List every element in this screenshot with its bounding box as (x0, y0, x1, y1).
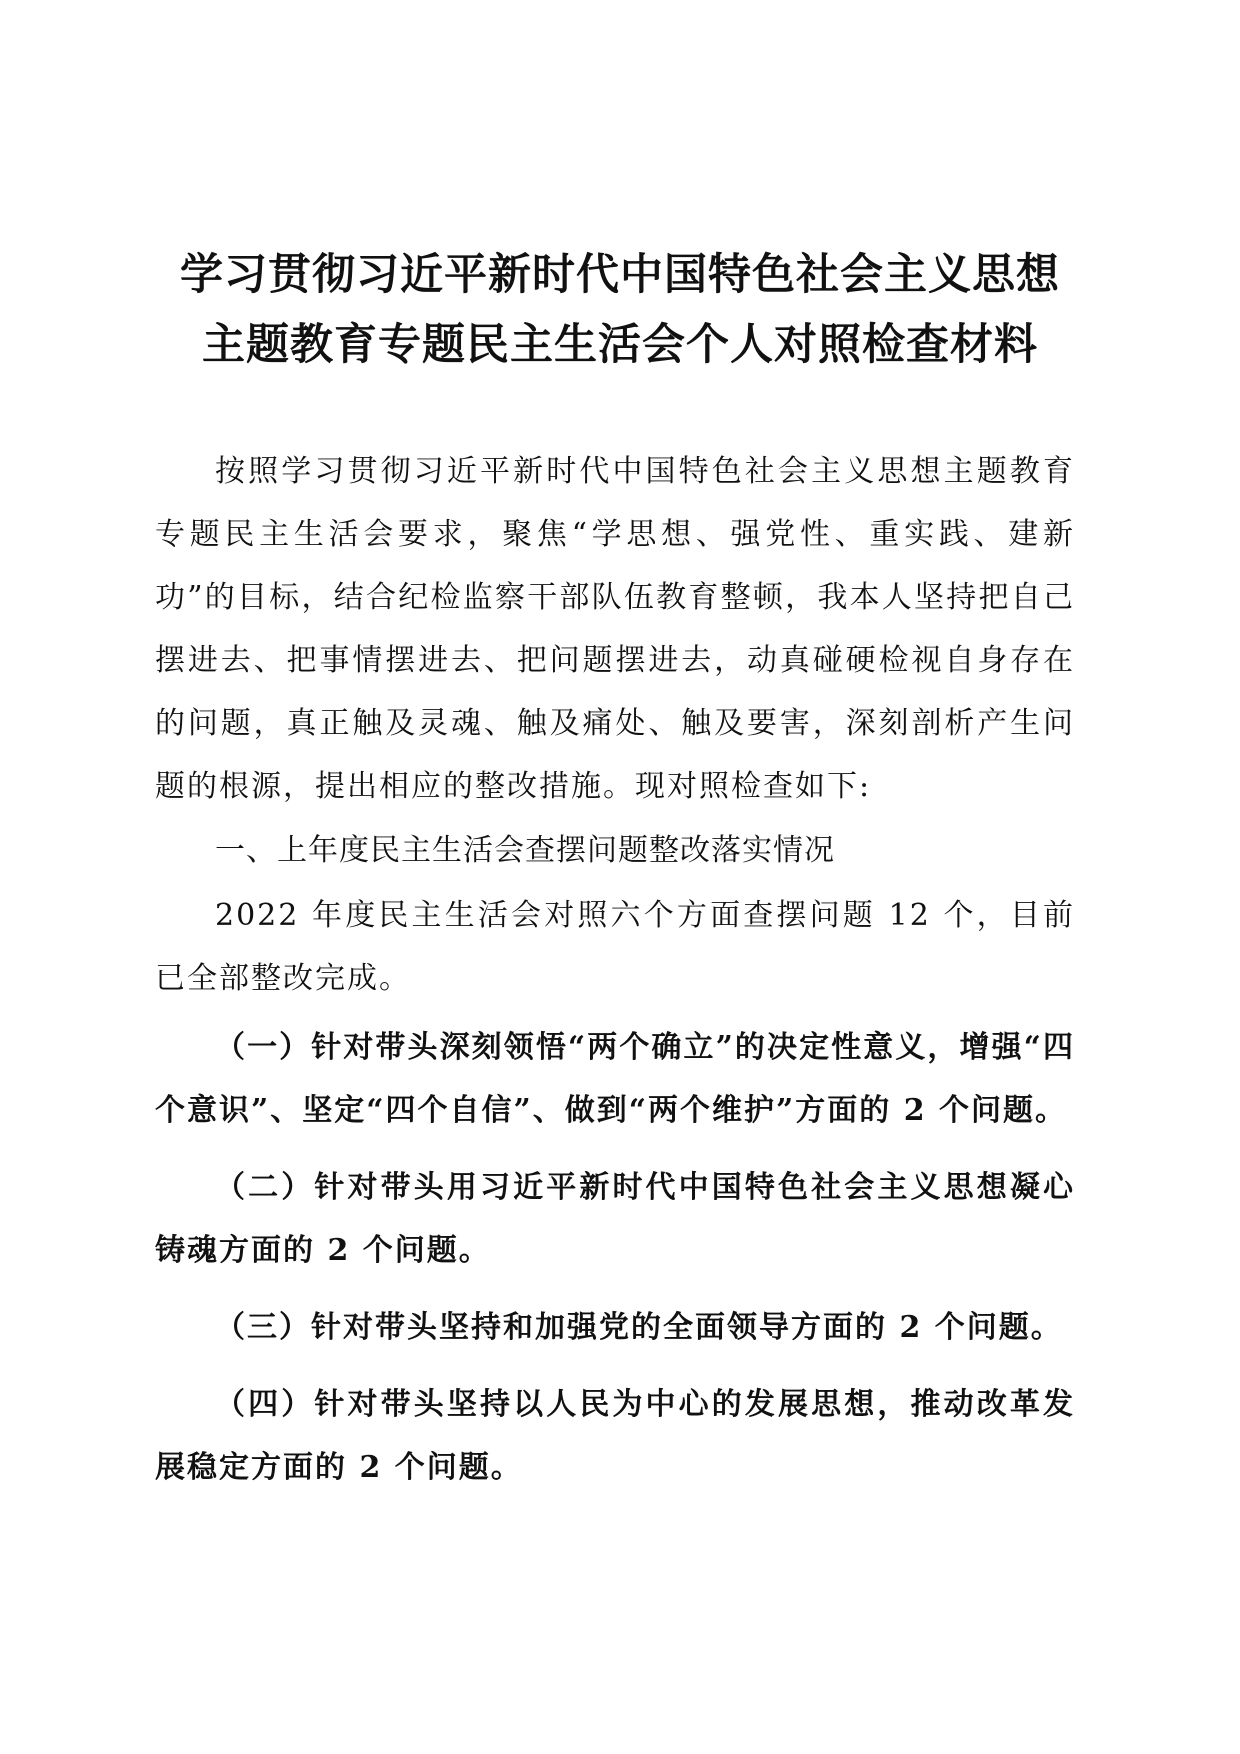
section-1-paragraph: 2022 年度民主生活会对照六个方面查摆问题 12 个，目前已全部整改完成。 (155, 898, 1075, 996)
document-body (155, 440, 1075, 1513)
intro-paragraph: 按照学习贯彻习近平新时代中国特色社会主义思想主题教育专题民主生活会要求，聚焦“学思想、强党性、重实践、建新功”的目标，结合纪检监察干部队伍教育整顿，我本人坚持把自己摆进去、把事情摆进去、把问题摆进去，动真碰硬检视自身存在的问题，真正触及灵魂、触及痛处、触及要害，深刻剖析产生问题的根源，提出相应的整改措施。现对照检查如下: (155, 454, 1075, 804)
title-line-1: 学习贯彻习近平新时代中国特色社会主义思想 (180, 250, 1060, 300)
document-title (150, 240, 1090, 380)
section-1-heading: 一、上年度民主生活会查摆问题整改落实情况 (215, 833, 835, 868)
title-line-2: 主题教育专题民主生活会个人对照检查材料 (202, 320, 1038, 370)
subsection-heading-1: （一）针对带头深刻领悟“两个确立”的决定性意义，增强“四个意识”、坚定“四个自信”、做到“两个维护”方面的 2 个问题。 (155, 1030, 1075, 1128)
subsection-heading-2: （二）针对带头用习近平新时代中国特色社会主义思想凝心铸魂方面的 2 个问题。 (155, 1170, 1075, 1268)
subsection-heading-4: （四）针对带头坚持以人民为中心的发展思想，推动改革发展稳定方面的 2 个问题。 (155, 1387, 1075, 1485)
subsection-heading-3: （三）针对带头坚持和加强党的全面领导方面的 2 个问题。 (215, 1310, 1063, 1345)
